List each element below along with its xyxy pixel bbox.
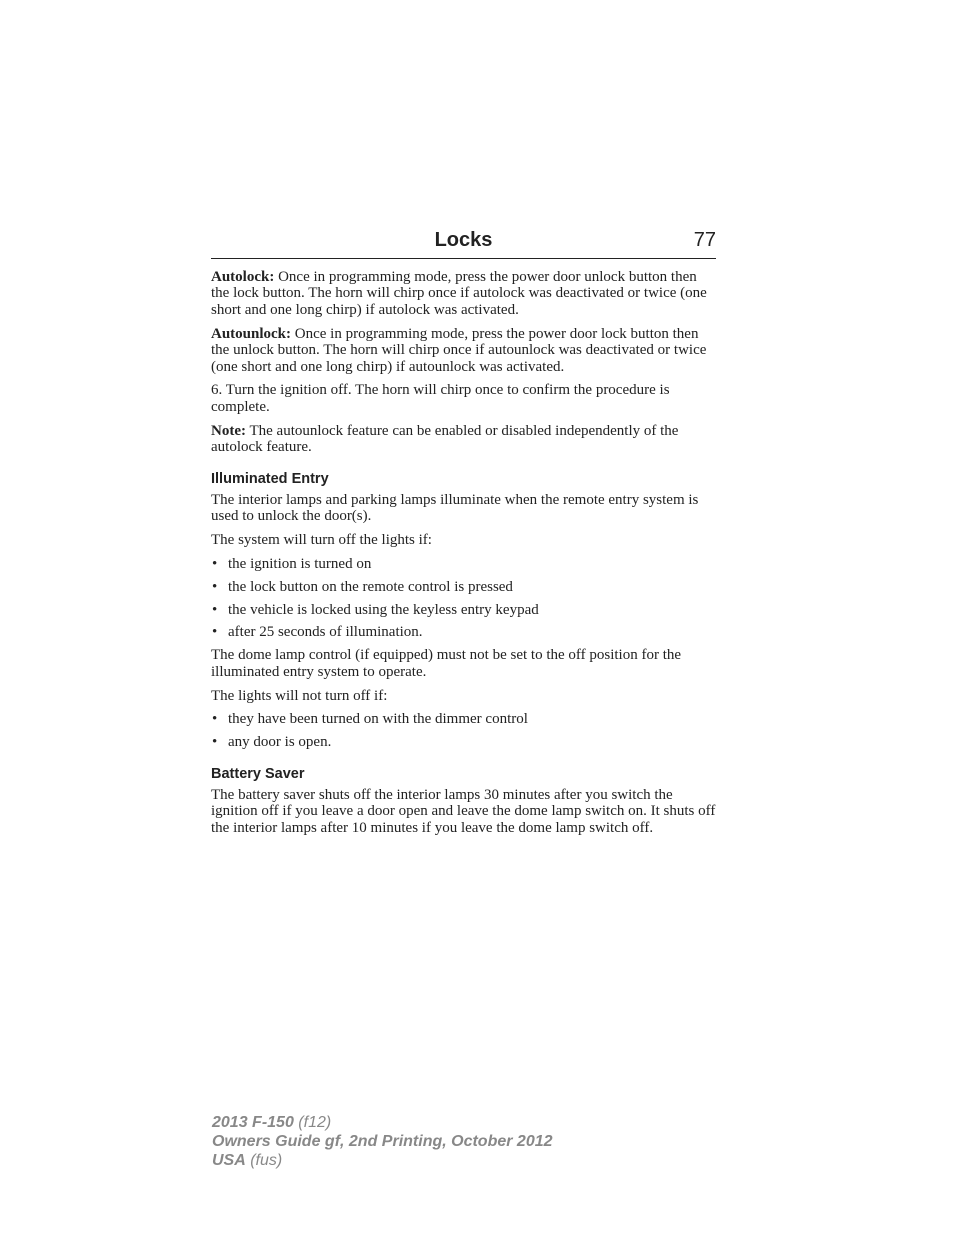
battery-saver-text: The battery saver shuts off the interior lamps 30 minutes after you switch the ignition off if you leave a door open and leave the dome lamp switch on. It shuts off the interior lamps after 10 minutes if you leave the dome lamp switch off.: [211, 786, 716, 836]
battery-saver-heading: Battery Saver: [211, 765, 305, 782]
note-paragraph: [211, 423, 717, 456]
autounlock-text: Once in programming mode, press the power door lock button then the unlock button. The horn will chirp once if autounlock was deactivated or twice (one short and one long chirp) if autounlock was activated.: [211, 325, 707, 375]
bullet-icon: •: [212, 734, 218, 751]
list-item-text: they have been turned on with the dimmer control: [228, 711, 528, 728]
autounlock-label: Autounlock:: [211, 325, 292, 342]
footer-model: 2013 F-150: [212, 1114, 294, 1131]
bullet-icon: •: [212, 601, 218, 618]
turn-off-intro: The system will turn off the lights if:: [211, 532, 432, 549]
list-item-text: the vehicle is locked using the keyless entry keypad: [228, 601, 539, 618]
list-item: [211, 734, 717, 750]
list-item: [211, 556, 717, 572]
turn-off-list: [211, 556, 717, 641]
bullet-icon: •: [212, 556, 218, 573]
not-off-list: [211, 711, 717, 750]
bullet-icon: •: [212, 578, 218, 595]
bullet-icon: •: [212, 711, 218, 728]
not-off-intro: The lights will not turn off if:: [211, 687, 388, 704]
footer-guide-line: Owners Guide gf, 2nd Printing, October 2012: [212, 1133, 553, 1150]
page-header: [211, 228, 716, 259]
page-content: [211, 269, 717, 844]
page-footer: [212, 1113, 553, 1170]
note-label: Note:: [211, 422, 246, 439]
bullet-icon: •: [212, 624, 218, 641]
list-item-text: any door is open.: [228, 734, 332, 751]
dome-lamp-note: The dome lamp control (if equipped) must not be set to the off position for the illuminated entry system to operate.: [211, 647, 682, 680]
page-number: 77: [693, 229, 716, 251]
footer-region-line: [212, 1151, 553, 1170]
autounlock-paragraph: [211, 326, 717, 375]
illuminated-entry-heading: Illuminated Entry: [211, 470, 329, 487]
list-item-text: the lock button on the remote control is pressed: [228, 578, 513, 595]
autolock-label: Autolock:: [211, 269, 275, 285]
footer-model-line: [212, 1113, 553, 1132]
list-item: [211, 711, 717, 727]
note-text: The autounlock feature can be enabled or disabled independently of the autolock feature.: [211, 422, 679, 456]
step-6-paragraph: 6. Turn the ignition off. The horn will chirp once to confirm the procedure is complete.: [211, 382, 670, 415]
footer-model-code: (f12): [293, 1114, 332, 1131]
footer-region: USA: [212, 1152, 246, 1169]
list-item-text: the ignition is turned on: [228, 556, 372, 573]
list-item: [211, 579, 717, 595]
footer-region-code: (fus): [245, 1152, 283, 1169]
illuminated-entry-intro: The interior lamps and parking lamps illuminate when the remote entry system is used to unlock the door(s).: [211, 491, 699, 525]
list-item: [211, 602, 717, 618]
section-title: Locks: [434, 229, 493, 251]
list-item: [211, 624, 717, 640]
autolock-paragraph: [211, 269, 717, 318]
autolock-text: Once in programming mode, press the power door unlock button then the lock button. The horn will chirp once if autolock was deactivated or twice (one short and one long chirp) if autolock was activated.: [211, 269, 707, 318]
list-item-text: after 25 seconds of illumination.: [228, 624, 423, 641]
